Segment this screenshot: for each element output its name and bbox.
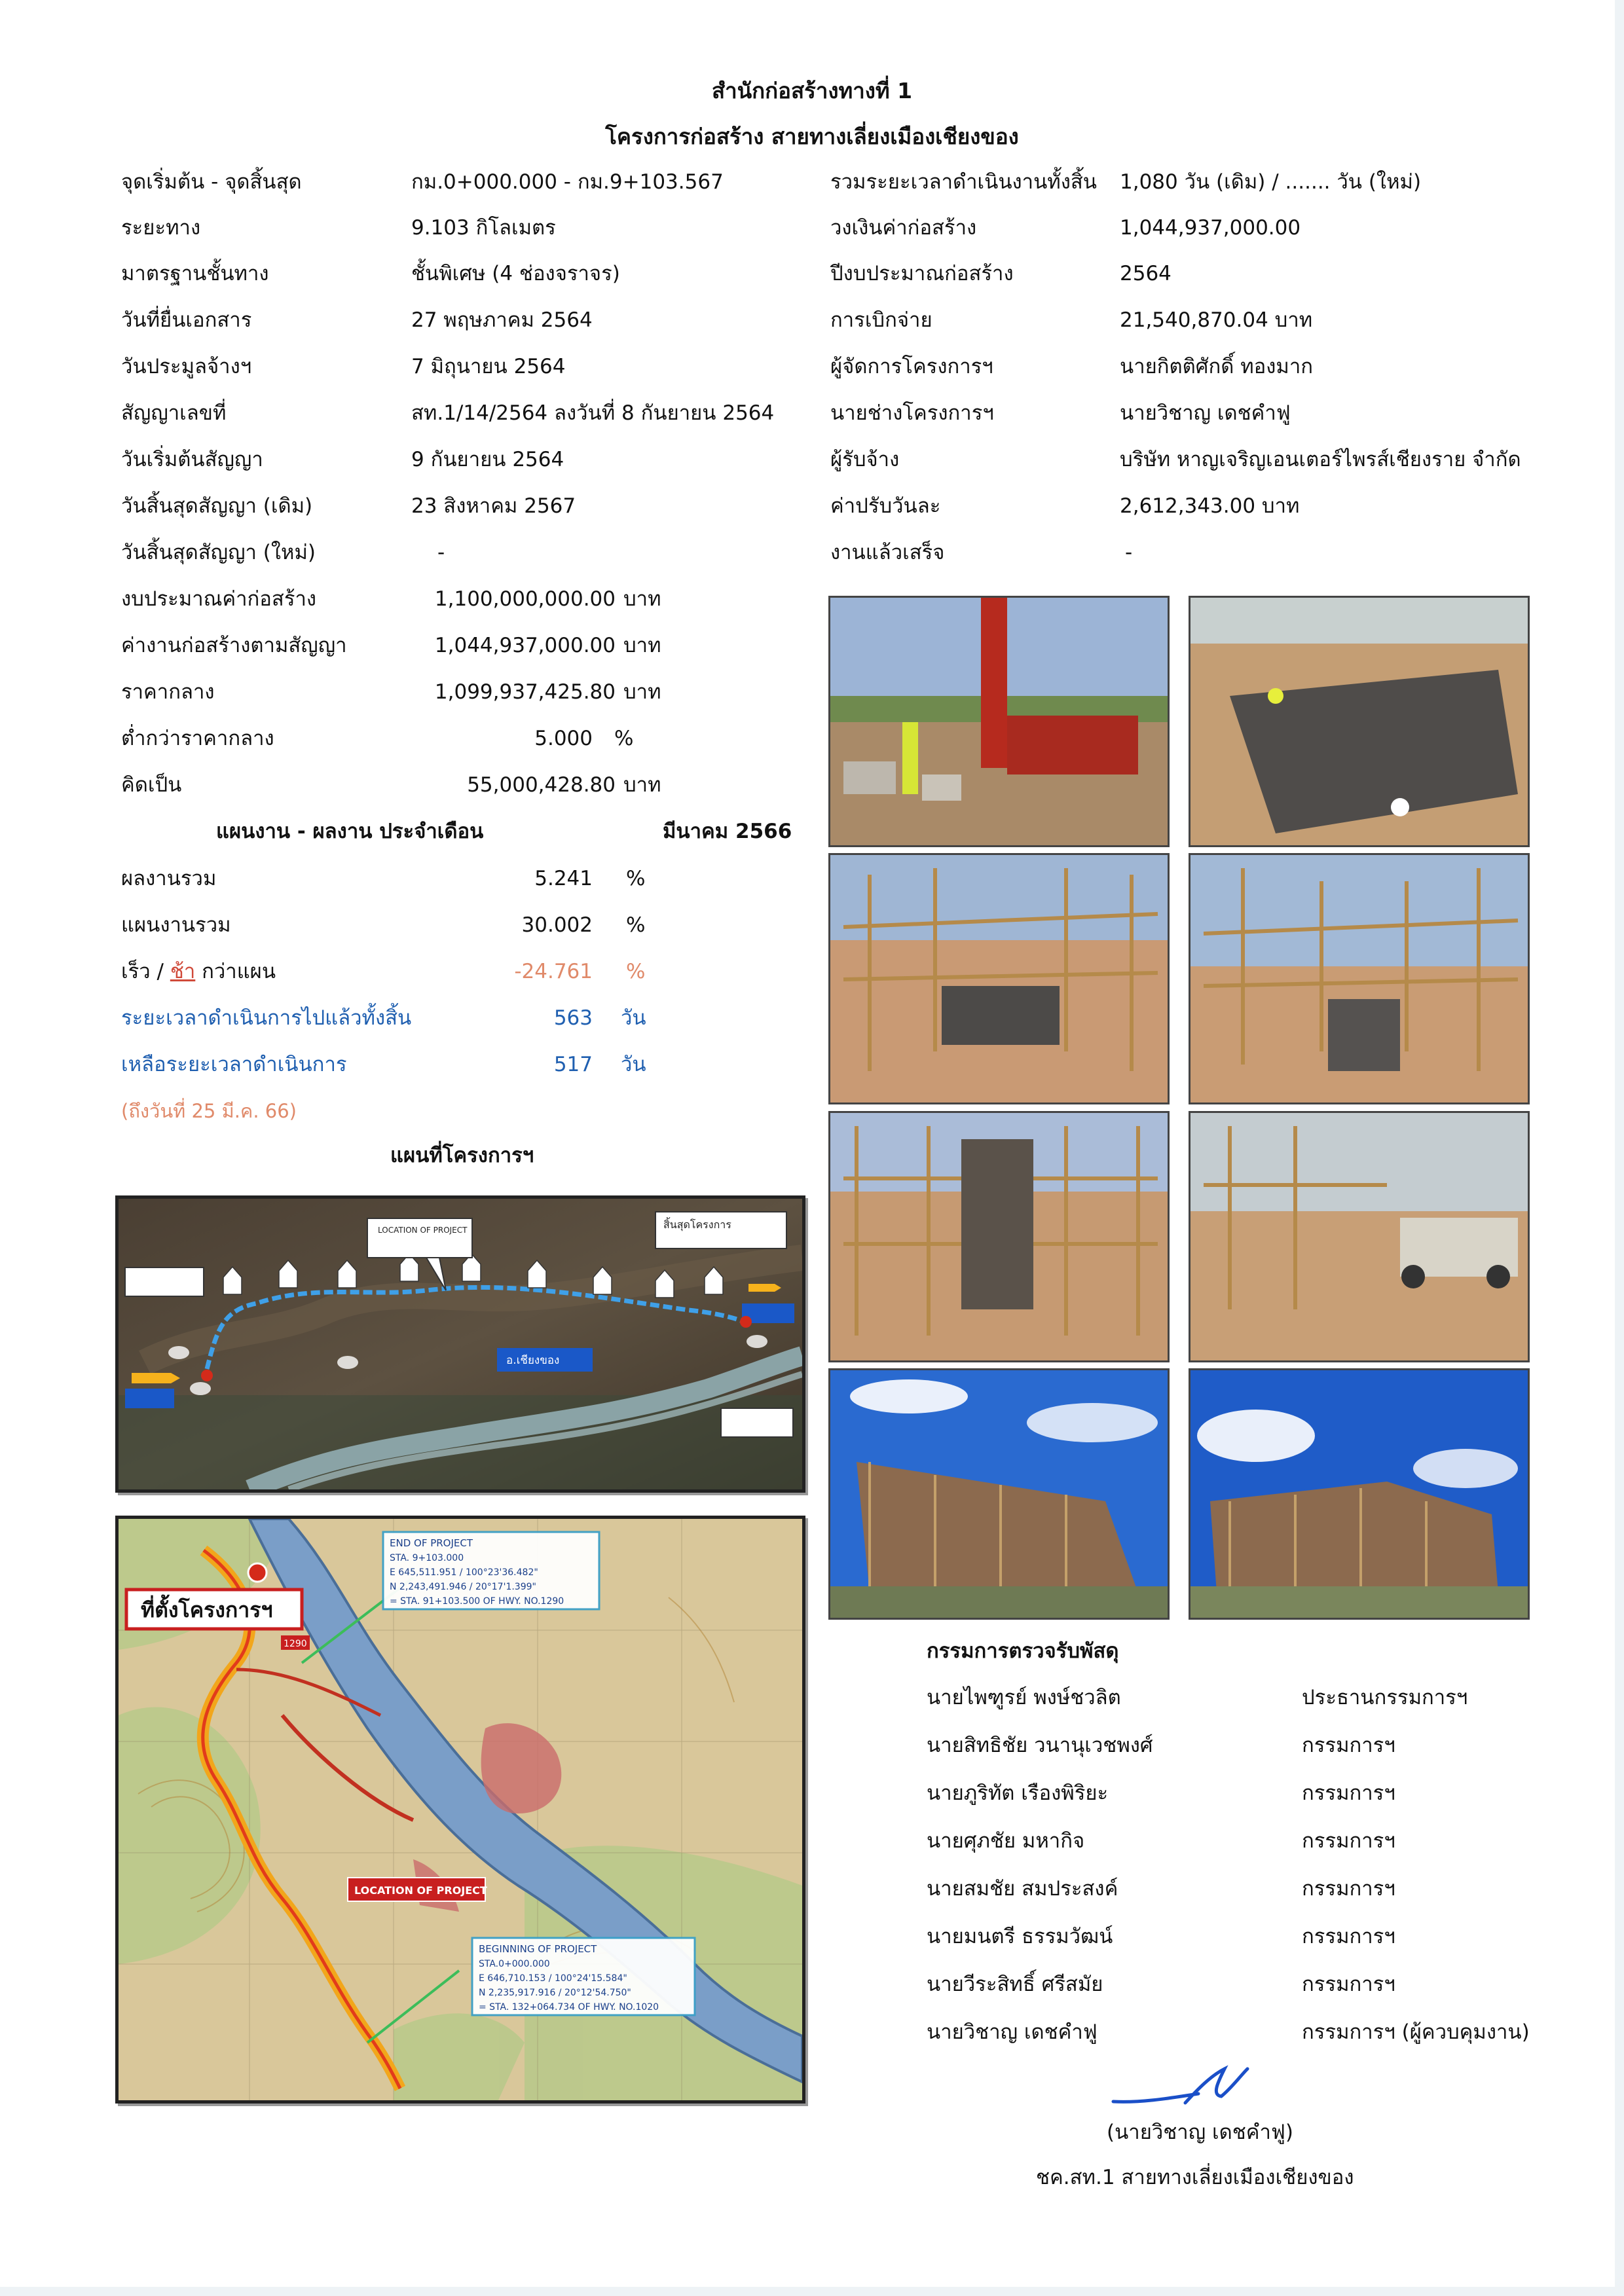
route-1290-label: 1290: [284, 1639, 307, 1649]
committee-member-name: นายไพฑูรย์ พงษ์ชวลิต: [927, 1686, 1121, 1709]
remain-label: เหลือระยะเวลาดำเนินการ: [121, 1053, 347, 1076]
info-value: 9 กันยายน 2564: [411, 448, 564, 471]
budget-unit: %: [614, 727, 634, 750]
plan-label: แผนงานรวม: [121, 913, 231, 937]
topographic-map-image: [119, 1519, 802, 2100]
committee-member-role: ประธานกรรมการฯ: [1302, 1686, 1468, 1709]
construction-photo: [1189, 853, 1530, 1104]
committee-member-name: นายสิทธิชัย วนานุเวชพงศ์: [927, 1734, 1153, 1757]
info-value: 7 มิถุนายน 2564: [411, 355, 566, 378]
topo-begin-title: BEGINNING OF PROJECT: [479, 1943, 597, 1955]
info-label: ระยะทาง: [121, 216, 201, 240]
info-label: จุดเริ่มต้น - จุดสิ้นสุด: [121, 170, 302, 194]
elapsed-unit: วัน: [621, 1006, 646, 1030]
committee-member-role: กรรมการฯ: [1302, 1877, 1395, 1901]
construction-photo: [1189, 1111, 1530, 1362]
topo-end-line: STA. 9+103.000: [390, 1553, 464, 1563]
project-title: โครงการก่อสร้าง สายทางเลี่ยงเมืองเชียงของ: [605, 124, 1019, 149]
committee-member-role: กรรมการฯ: [1302, 1925, 1395, 1948]
elapsed-label: ระยะเวลาดำเนินการไปแล้วทั้งสิ้น: [121, 1006, 412, 1030]
topo-site-label: ที่ตั้งโครงการฯ: [141, 1597, 273, 1622]
speed-value: -24.761: [514, 960, 593, 983]
topo-begin-line: = STA. 132+064.734 OF HWY. NO.1020: [479, 2002, 659, 2013]
budget-value: 5.000: [534, 727, 593, 750]
committee-member-role: กรรมการฯ: [1302, 1829, 1395, 1853]
budget-value: 1,100,000,000.00: [434, 587, 616, 611]
remain-value: 517: [553, 1053, 593, 1076]
committee-member-role: กรรมการฯ: [1302, 1734, 1395, 1757]
committee-member-name: นายภูริทัต เรืองพิริยะ: [927, 1781, 1109, 1805]
construction-photo: [828, 853, 1170, 1104]
result-value: 5.241: [534, 867, 593, 890]
monthly-title: แผนงาน - ผลงาน ประจำเดือน: [216, 820, 484, 843]
info-label: ผู้จัดการโครงการฯ: [830, 355, 993, 378]
speed-label-slow: ช้า: [170, 960, 196, 983]
construction-photo: [828, 1111, 1170, 1362]
construction-photo: [828, 596, 1170, 847]
topo-end-line: N 2,243,491.946 / 20°17'1.399": [390, 1582, 536, 1592]
remain-unit: วัน: [621, 1053, 646, 1076]
info-value: ชั้นพิเศษ (4 ช่องจราจร): [411, 262, 620, 285]
topo-begin-line: E 646,710.153 / 100°24'15.584": [479, 1973, 627, 1984]
committee-title: กรรมการตรวจรับพัสดุ: [927, 1639, 1119, 1663]
speed-label-suffix: กว่าแผน: [195, 960, 276, 983]
signature-mark: [1107, 2056, 1264, 2121]
info-label: ค่าปรับวันละ: [830, 494, 941, 518]
budget-label: คิดเป็น: [121, 773, 182, 797]
satellite-map-image: [119, 1199, 802, 1489]
result-unit: %: [626, 867, 646, 890]
info-label: การเบิกจ่าย: [830, 308, 932, 332]
topo-begin-line: N 2,235,917.916 / 20°12'54.750": [479, 1988, 631, 1998]
topo-location-label: LOCATION OF PROJECT: [354, 1884, 487, 1897]
info-value: บริษัท หาญเจริญเอนเตอร์ไพรส์เชียงราย จำกัด: [1120, 448, 1521, 471]
topo-end-line: = STA. 91+103.500 OF HWY. NO.1290: [390, 1596, 564, 1607]
info-label: วันประมูลจ้างฯ: [121, 355, 252, 378]
committee-member-name: นายศุภชัย มหากิจ: [927, 1829, 1085, 1853]
scan-edge-bottom: [0, 2287, 1624, 2296]
info-label: ปีงบประมาณก่อสร้าง: [830, 262, 1014, 285]
info-value: 1,044,937,000.00: [1120, 216, 1301, 240]
info-value: 9.103 กิโลเมตร: [411, 216, 556, 240]
topo-end-title: END OF PROJECT: [390, 1537, 473, 1549]
plan-value: 30.002: [521, 913, 593, 937]
speed-label-fast: เร็ว /: [121, 960, 170, 983]
budget-unit: บาท: [623, 680, 661, 704]
info-label: วันเริ่มต้นสัญญา: [121, 448, 263, 471]
info-value: นายวิชาญ เดชคำฟู: [1120, 401, 1291, 425]
budget-unit: บาท: [623, 587, 661, 611]
info-value: 23 สิงหาคม 2567: [411, 494, 576, 518]
satellite-map: [115, 1195, 805, 1493]
budget-label: ราคากลาง: [121, 680, 215, 704]
budget-value: 55,000,428.80: [467, 773, 616, 797]
info-label: รวมระยะเวลาดำเนินงานทั้งสิ้น: [830, 170, 1097, 194]
scan-edge-right: [1615, 0, 1624, 2296]
committee-member-name: นายมนตรี ธรรมวัฒน์: [927, 1925, 1113, 1948]
info-label: ผู้รับจ้าง: [830, 448, 900, 471]
info-value: -: [1125, 541, 1133, 564]
info-value: 27 พฤษภาคม 2564: [411, 308, 593, 332]
map-title: แผนที่โครงการฯ: [390, 1144, 534, 1167]
committee-member-role: กรรมการฯ: [1302, 1781, 1395, 1805]
info-label: มาตรฐานชั้นทาง: [121, 262, 269, 285]
speed-unit: %: [626, 960, 646, 983]
info-value: 2,612,343.00 บาท: [1120, 494, 1300, 518]
info-label: วันสิ้นสุดสัญญา (ใหม่): [121, 541, 316, 564]
info-label: สัญญาเลขที่: [121, 401, 227, 425]
info-value: สท.1/14/2564 ลงวันที่ 8 กันยายน 2564: [411, 401, 775, 425]
info-value: นายกิตติศักดิ์ ทองมาก: [1120, 355, 1314, 378]
speed-label: [121, 958, 276, 985]
info-label: วันที่ยื่นเอกสาร: [121, 308, 252, 332]
office-title: สำนักก่อสร้างทางที่ 1: [711, 78, 913, 103]
committee-member-name: นายวิชาญ เดชคำฟู: [927, 2020, 1098, 2044]
info-value: 21,540,870.04 บาท: [1120, 308, 1313, 332]
asof-date: (ถึงวันที่ 25 มี.ค. 66): [121, 1100, 297, 1122]
construction-photo: [1189, 596, 1530, 847]
info-value: -: [437, 541, 445, 564]
signature-position: ชค.สท.1 สายทางเลี่ยงเมืองเชียงของ: [1036, 2166, 1354, 2189]
result-label: ผลงานรวม: [121, 867, 217, 890]
budget-unit: บาท: [623, 773, 661, 797]
budget-value: 1,044,937,000.00: [434, 634, 616, 657]
monthly-month: มีนาคม 2566: [663, 820, 792, 843]
info-label: นายช่างโครงการฯ: [830, 401, 994, 425]
info-label: งานแล้วเสร็จ: [830, 541, 945, 564]
topographic-map: [115, 1516, 805, 2104]
plan-unit: %: [626, 913, 646, 937]
elapsed-value: 563: [553, 1006, 593, 1030]
info-value: กม.0+000.000 - กม.9+103.567: [411, 170, 724, 194]
budget-label: ต่ำกว่าราคากลาง: [121, 727, 274, 750]
topo-end-line: E 645,511.951 / 100°23'36.482": [390, 1567, 538, 1578]
info-value: 1,080 วัน (เดิม) / ....... วัน (ใหม่): [1120, 170, 1422, 194]
sat-town-label: อ.เชียงของ: [506, 1354, 560, 1367]
sat-location-label: LOCATION OF PROJECT: [378, 1226, 468, 1235]
construction-photo: [828, 1368, 1170, 1620]
budget-value: 1,099,937,425.80: [434, 680, 616, 704]
committee-member-name: นายสมชัย สมประสงค์: [927, 1877, 1118, 1901]
construction-photo: [1189, 1368, 1530, 1620]
info-label: วันสิ้นสุดสัญญา (เดิม): [121, 494, 313, 518]
signature-name: (นายวิชาญ เดชคำฟู): [1107, 2121, 1293, 2144]
committee-member-role: กรรมการฯ (ผู้ควบคุมงาน): [1302, 2020, 1530, 2044]
budget-label: งบประมาณค่าก่อสร้าง: [121, 587, 317, 611]
info-label: วงเงินค่าก่อสร้าง: [830, 216, 977, 240]
topo-begin-line: STA.0+000.000: [479, 1959, 550, 1969]
info-value: 2564: [1120, 262, 1172, 285]
committee-member-role: กรรมการฯ: [1302, 1973, 1395, 1996]
sat-end-label: สิ้นสุดโครงการ: [663, 1218, 731, 1231]
budget-unit: บาท: [623, 634, 661, 657]
committee-member-name: นายวีระสิทธิ์ ศรีสมัย: [927, 1973, 1103, 1996]
budget-label: ค่างานก่อสร้างตามสัญญา: [121, 634, 347, 657]
